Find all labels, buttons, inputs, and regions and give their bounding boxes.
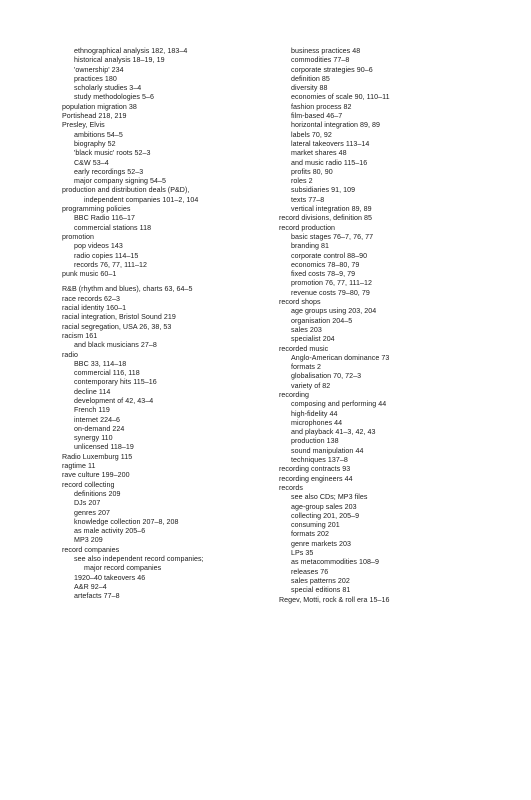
index-subentry: Anglo-American dominance 73 — [291, 353, 390, 362]
index-subentry: definitions 209 — [74, 489, 121, 498]
index-subentry: development of 42, 43–4 — [74, 396, 154, 405]
index-subentry: consuming 201 — [291, 521, 340, 530]
index-subentry: revenue costs 79–80, 79 — [291, 288, 370, 297]
index-subentry: ambitions 54–5 — [74, 130, 123, 139]
index-subentry: fixed costs 78–9, 79 — [291, 270, 356, 279]
index-subentry: see also CDs; MP3 files — [291, 493, 368, 502]
index-subentry: contemporary hits 115–16 — [74, 378, 157, 387]
index-subentry: corporate control 88–90 — [291, 251, 368, 260]
index-subentry: microphones 44 — [291, 418, 343, 427]
index-subentry: film-based 46–7 — [291, 112, 343, 121]
index-subentry: commercial stations 118 — [74, 223, 152, 232]
index-subentry: unlicensed 118–19 — [74, 443, 134, 452]
index-subentry: roles 2 — [291, 177, 313, 186]
index-heading: record shops — [279, 298, 321, 307]
index-heading: Presley, Elvis — [62, 121, 105, 130]
index-subentry: and playback 41–3, 42, 43 — [291, 428, 376, 437]
index-heading: radio — [62, 350, 79, 359]
index-heading: racism 161 — [62, 331, 98, 340]
index-subentry: subsidiaries 91, 109 — [291, 186, 356, 195]
index-heading: R&B (rhythm and blues), charts 63, 64–5 — [62, 285, 193, 294]
index-subentry: market shares 48 — [291, 149, 347, 158]
index-subentry: corporate strategies 90–6 — [291, 65, 373, 74]
index-subentry: pop videos 143 — [74, 242, 123, 251]
index-heading: record companies — [62, 545, 120, 554]
index-heading: racial identity 160–1 — [62, 304, 127, 313]
index-subentry: promotion 76, 77, 111–12 — [291, 279, 372, 288]
index-subentry: records 76, 77, 111–12 — [74, 260, 148, 269]
index-subentry: artefacts 77–8 — [74, 592, 120, 601]
index-subentry: composing and performing 44 — [291, 400, 387, 409]
index-subentry: as male activity 205–6 — [74, 527, 146, 536]
index-subentry: 1920–40 takeovers 46 — [74, 573, 146, 582]
index-heading: rave culture 199–200 — [62, 471, 130, 480]
index-subentry: profits 80, 90 — [291, 167, 333, 176]
index-subentry: MP3 209 — [74, 536, 103, 545]
index-subentry: special editions 81 — [291, 586, 351, 595]
index-subentry: practices 180 — [74, 74, 117, 83]
index-subentry: LPs 35 — [291, 549, 314, 558]
index-subentry: diversity 88 — [291, 84, 328, 93]
index-heading: racial integration, Bristol Sound 219 — [62, 313, 176, 322]
index-subentry: C&W 53–4 — [74, 158, 109, 167]
index-heading: recording contracts 93 — [279, 465, 351, 474]
index-subentry: lateral takeovers 113–14 — [291, 139, 370, 148]
index-heading: record divisions, definition 85 — [279, 214, 373, 223]
index-subentry: definition 85 — [291, 74, 330, 83]
index-subentry: ethnographical analysis 182, 183–4 — [74, 47, 188, 55]
index-heading: race records 62–3 — [62, 294, 121, 303]
index-subentry: vertical integration 89, 89 — [291, 205, 372, 214]
index-subentry: economies of scale 90, 110–11 — [291, 93, 390, 102]
index-subentry: globalisation 70, 72–3 — [291, 372, 362, 381]
index-subentry: specialist 204 — [291, 335, 335, 344]
index-subentry: major record companies — [84, 564, 162, 573]
index-subentry: age groups using 203, 204 — [291, 307, 377, 316]
index-subentry: formats 2 — [291, 363, 322, 372]
index-heading: programming policies — [62, 205, 131, 214]
index-subentry: commercial 116, 118 — [74, 369, 140, 378]
index-heading: production and distribution deals (P&D), — [62, 186, 190, 195]
index-subentry: knowledge collection 207–8, 208 — [74, 517, 179, 526]
index-subentry: horizontal integration 89, 89 — [291, 121, 380, 130]
index-subentry: basic stages 76–7, 76, 77 — [291, 232, 374, 241]
index-subentry: collecting 201, 205–9 — [291, 511, 360, 520]
index-subentry: as metacommodities 108–9 — [291, 558, 379, 567]
index-subentry: sales 203 — [291, 325, 322, 334]
index-subentry: genres 207 — [74, 508, 110, 517]
index-heading: recording engineers 44 — [279, 474, 353, 483]
index-subentry: BBC Radio 116–17 — [74, 214, 136, 223]
index-subentry: historical analysis 18–19, 19 — [74, 56, 165, 65]
index-subentry: and music radio 115–16 — [291, 158, 368, 167]
index-subentry: French 119 — [74, 406, 110, 415]
index-subentry: radio copies 114–15 — [74, 251, 139, 260]
index-subentry: business practices 48 — [291, 47, 361, 55]
index-heading: records — [279, 483, 304, 492]
index-subentry: study methodologies 5–6 — [74, 93, 155, 102]
index-subentry: variety of 82 — [291, 381, 331, 390]
index-subentry: BBC 33, 114–18 — [74, 359, 127, 368]
index-subentry: techniques 137–8 — [291, 456, 348, 465]
index-heading: punk music 60–1 — [62, 270, 117, 279]
index-subentry: decline 114 — [74, 387, 111, 396]
index-heading: Portishead 218, 219 — [62, 112, 127, 121]
index-subentry: genre markets 203 — [291, 539, 351, 548]
index-subentry: formats 202 — [291, 530, 330, 539]
index-subentry: sales patterns 202 — [291, 576, 350, 585]
index-heading: Radio Luxemburg 115 — [62, 452, 133, 461]
index-subentry: A&R 92–4 — [74, 582, 107, 591]
index-subentry: high-fidelity 44 — [291, 409, 338, 418]
index-heading: population migration 38 — [62, 102, 137, 111]
index-subentry: internet 224–6 — [74, 415, 121, 424]
index-subentry: biography 52 — [74, 139, 116, 148]
index-subentry: production 138 — [291, 437, 339, 446]
index-subentry: releases 76 — [291, 567, 329, 576]
index-heading: recorded music — [279, 344, 329, 353]
index-column-right — [279, 47, 479, 605]
index-subentry: on-demand 224 — [74, 424, 125, 433]
index-subentry: see also independent record companies; — [74, 555, 204, 564]
index-subentry: scholarly studies 3–4 — [74, 84, 142, 93]
index-subentry: branding 81 — [291, 242, 330, 251]
index-subentry: early recordings 52–3 — [74, 167, 144, 176]
index-subentry: commodities 77–8 — [291, 56, 350, 65]
index-heading: racial segregation, USA 26, 38, 53 — [62, 322, 172, 331]
index-heading: recording — [279, 390, 310, 399]
index-subentry: 'black music' roots 52–3 — [74, 149, 151, 158]
index-subentry: 'ownership' 234 — [74, 65, 124, 74]
index-subentry: labels 70, 92 — [291, 130, 332, 139]
index-subentry: economics 78–80, 79 — [291, 260, 360, 269]
index-subentry: fashion process 82 — [291, 102, 352, 111]
index-heading: Regev, Motti, rock & roll era 15–16 — [279, 595, 390, 604]
index-subentry: and black musicians 27–8 — [74, 341, 157, 350]
index-subentry: sound manipulation 44 — [291, 446, 364, 455]
index-heading: record production — [279, 223, 336, 232]
index-subentry: major company signing 54–5 — [74, 177, 166, 186]
index-heading: ragtime 11 — [62, 462, 96, 471]
index-heading: promotion — [62, 232, 94, 241]
index-subentry: organisation 204–5 — [291, 316, 353, 325]
index-subentry: independent companies 101–2, 104 — [84, 195, 199, 204]
index-subentry: texts 77–8 — [291, 195, 325, 204]
index-subentry: DJs 207 — [74, 499, 101, 508]
index-subentry: age-group sales 203 — [291, 502, 357, 511]
index-subentry: synergy 110 — [74, 434, 113, 443]
index-column-left — [62, 47, 272, 602]
index-heading: record collecting — [62, 480, 115, 489]
